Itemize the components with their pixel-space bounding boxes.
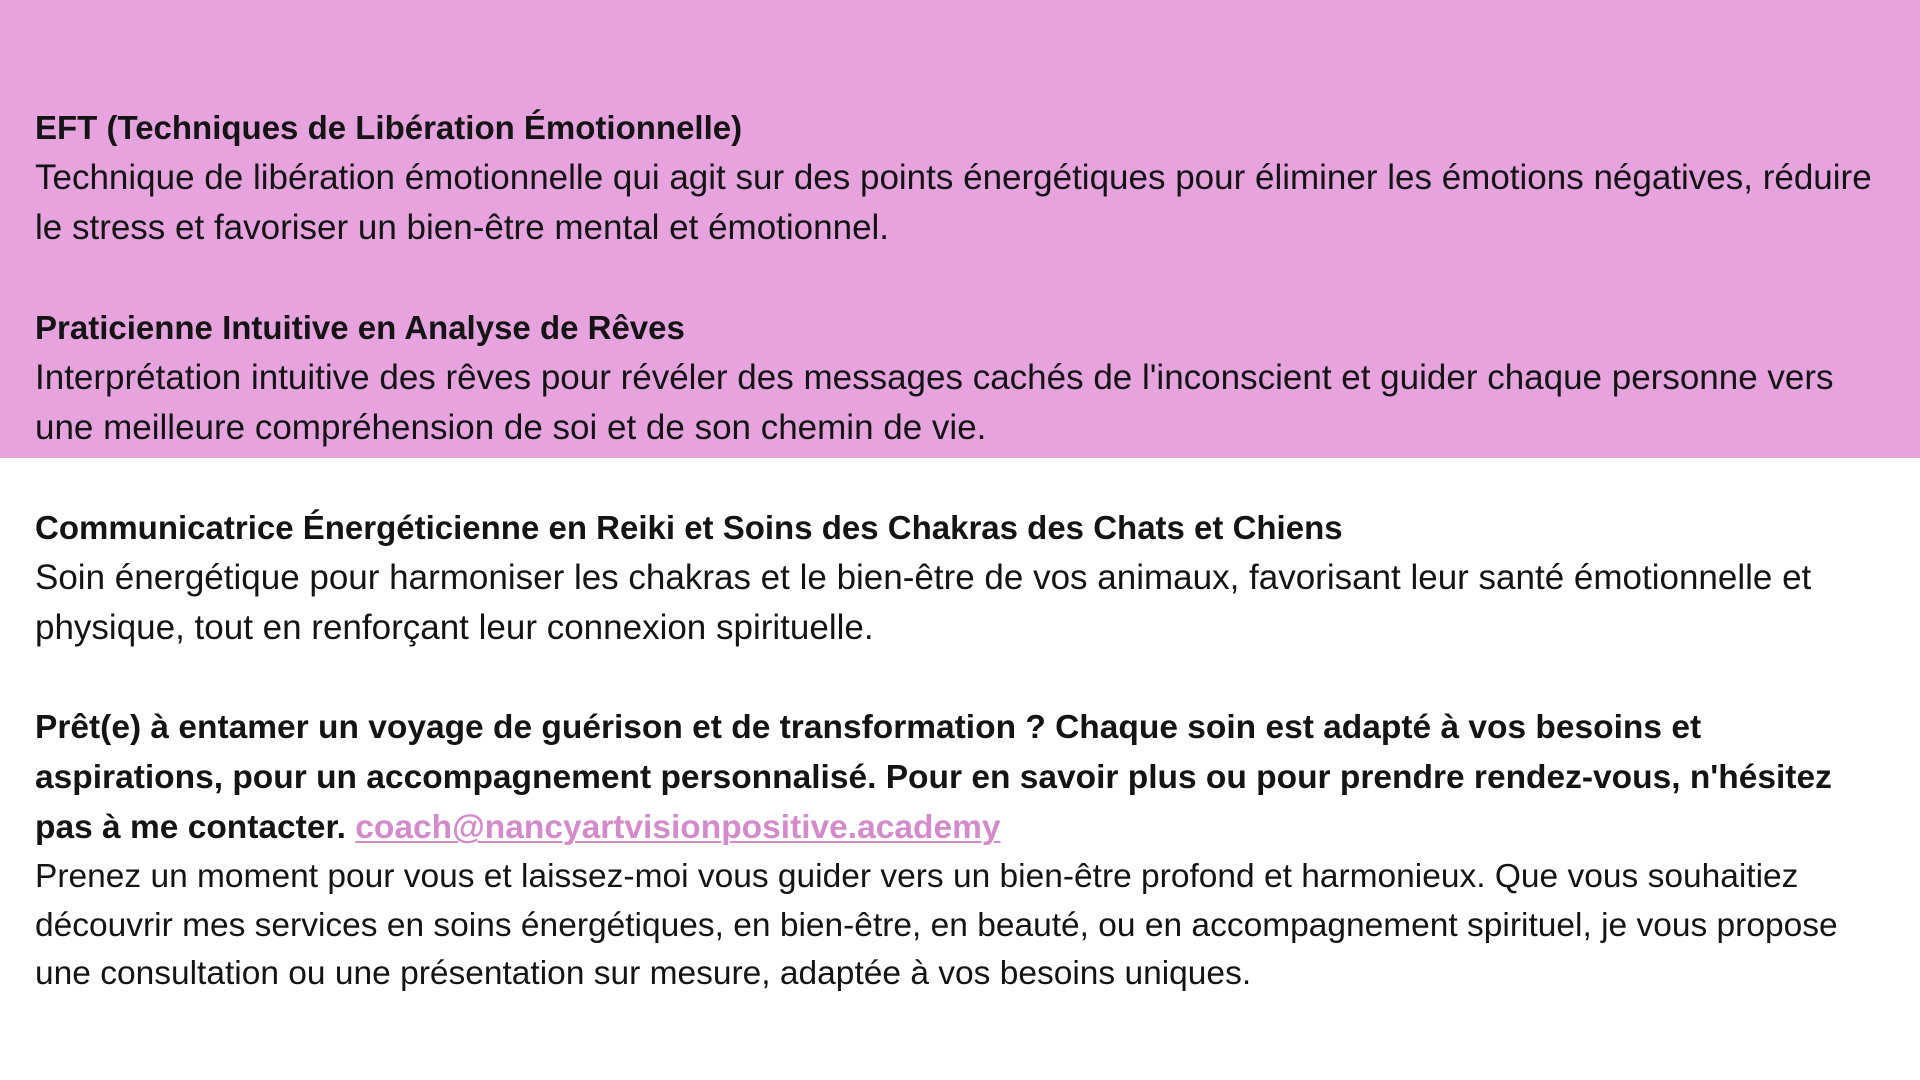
service-title: Communicatrice Énergéticienne en Reiki et Soins des Chakras des Chats et Chiens — [35, 509, 1343, 546]
spacer — [35, 253, 1895, 303]
services-content — [35, 103, 1895, 999]
cta-paragraph — [35, 703, 1895, 853]
contact-email-link[interactable]: coach@nancyartvisionpositive.academy — [355, 809, 1001, 846]
spacer — [35, 453, 1895, 503]
service-description: Interprétation intuitive des rêves pour révéler des messages cachés de l'inconscient et guider chaque personne vers une meilleure compréhension de soi et de son chemin de vie. — [35, 358, 1834, 447]
service-animal-reiki — [35, 503, 1895, 653]
service-description: Technique de libération émotionnelle qui agit sur des points énergétiques pour éliminer les émotions négatives, réduire le stress et favoriser un bien-être mental et émotionnel. — [35, 158, 1872, 247]
service-eft — [35, 103, 1895, 253]
service-description: Soin énergétique pour harmoniser les chakras et le bien-être de vos animaux, favorisant leur santé émotionnelle et physique, tout en renforçant leur connexion spirituelle. — [35, 558, 1812, 647]
spacer — [35, 653, 1895, 703]
service-title: Praticienne Intuitive en Analyse de Rêves — [35, 309, 685, 346]
service-title: EFT (Techniques de Libération Émotionnelle) — [35, 109, 743, 146]
cta-text: Prêt(e) à entamer un voyage de guérison et de transformation ? Chaque soin est adapté à vos besoins et aspirations, pour un accompagnement personnalisé. Pour en savoir plus ou pour prendre rendez-vous, n'hésitez pas à me contacter. — [35, 709, 1832, 846]
call-to-action — [35, 703, 1895, 999]
closing-paragraph: Prenez un moment pour vous et laissez-moi vous guider vers un bien-être profond et harmonieux. Que vous souhaitiez découvrir mes services en soins énergétiques, en bien-être, en beauté, ou en accompagnement spirituel, je vous propose une consultation ou une présentation sur mesure, adaptée à vos besoins uniques. — [35, 858, 1838, 992]
service-dream-analysis — [35, 303, 1895, 453]
